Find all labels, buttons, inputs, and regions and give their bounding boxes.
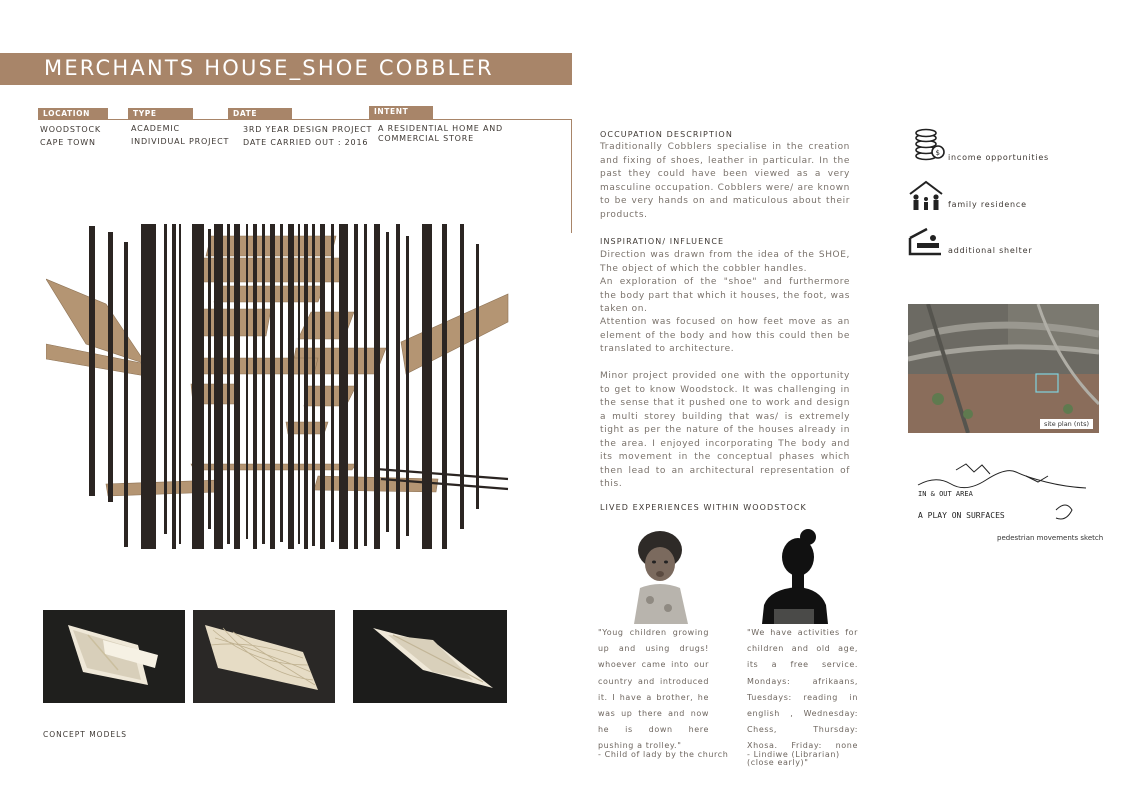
concept-model-photo-3: [353, 610, 507, 703]
title-banner: [0, 53, 572, 85]
type-line-2: INDIVIDUAL PROJECT: [131, 137, 230, 146]
quote-child-attribution: - Child of lady by the church: [598, 750, 729, 759]
location-info: [40, 123, 101, 149]
intent-line-1: A RESIDENTIAL HOME AND: [378, 124, 504, 133]
occupation-text: Traditionally Cobblers specialise in the creation and fixing of shoes, leather in particular. In the past they could have been viewed as a very masculine occupation. Cobblers were/ are known to be very hands on and maticulous about their products.: [600, 142, 850, 220]
type-line-1: ACADEMIC: [131, 124, 180, 133]
divider-line-vertical: [571, 119, 572, 233]
sketch-handwriting-2: A PLAY ON SURFACES: [918, 511, 1005, 520]
site-plan-label: site plan (nts): [1040, 419, 1093, 429]
sketch-handwriting-1: IN & OUT AREA: [918, 490, 973, 498]
quote-child: "Youg children growing up and using drugs! whoever came into our country and introduced it. I have a brother, he was up there and now he is down here pushing a trolley.": [598, 628, 709, 751]
intent-line-2: COMMERCIAL STORE: [378, 134, 474, 143]
family-residence-label: family residence: [948, 200, 1027, 209]
inspiration-text-1: Direction was drawn from the idea of the SHOE, The object of which the cobbler handles.: [600, 250, 850, 274]
date-line-1: 3RD YEAR DESIGN PROJECT: [243, 125, 373, 134]
date-tag: DATE: [228, 108, 292, 120]
type-info: [131, 122, 229, 148]
svg-text:$: $: [935, 149, 940, 157]
quote-librarian: "We have activities for children and old age, its a free service. Mondays: afrikaans, Tuesdays: reading in english , Wednesday: Chess, Thursday: Xhosa. Friday: none (close early)": [747, 628, 858, 767]
family-house-icon: [908, 180, 944, 212]
sketch-caption: pedestrian movements sketch: [997, 534, 1104, 542]
concept-models-label: CONCEPT MODELS: [43, 730, 128, 739]
concept-model-photo-2: [193, 610, 335, 703]
inspiration-heading: INSPIRATION/ INFLUENCE: [600, 237, 725, 246]
pedestrian-sketch: [916, 460, 1088, 530]
divider-line: [38, 119, 572, 120]
location-line-2: CAPE TOWN: [40, 138, 96, 147]
librarian-silhouette: [760, 527, 828, 624]
child-portrait: [628, 528, 692, 624]
date-info: [243, 123, 372, 149]
architectural-render: [46, 224, 511, 549]
occupation-heading: OCCUPATION DESCRIPTION: [600, 130, 733, 139]
location-tag: LOCATION: [38, 108, 108, 120]
site-plan-map: [908, 304, 1099, 433]
intent-tag: INTENT: [369, 106, 433, 119]
quote-librarian-attribution: - Lindiwe (Librarian): [747, 750, 840, 759]
inspiration-text-3: Attention was focused on how feet move as an element of the body and how this could then be translated to architecture.: [600, 317, 850, 354]
concept-model-photo-1: [43, 610, 185, 703]
lived-experiences-heading: LIVED EXPERIENCES WITHIN WOODSTOCK: [600, 503, 807, 512]
coins-icon: [913, 128, 945, 162]
inspiration-text-4: Minor project provided one with the opportunity to get to know Woodstock. It was challenging in the sense that it pushed one to work and design a multi storey building that was/ is extremely tight as per the nature of the houses already in the area. I enjoyed incorporating The body and its movement in the conceptual phases which then lead to an architectural representation of this.: [600, 371, 850, 489]
location-line-1: WOODSTOCK: [40, 125, 101, 134]
additional-shelter-label: additional shelter: [948, 246, 1033, 255]
income-opportunities-label: income opportunities: [948, 153, 1050, 162]
shelter-icon: [907, 226, 945, 256]
date-line-2: DATE CARRIED OUT : 2016: [243, 138, 369, 147]
page-title: MERCHANTS HOUSE_SHOE COBBLER: [44, 56, 494, 80]
type-tag: TYPE: [128, 108, 193, 120]
inspiration-text-2: An exploration of the "shoe" and furthermore the body part that which it houses, the foot, was taken on.: [600, 277, 850, 314]
intent-info: [378, 124, 503, 144]
